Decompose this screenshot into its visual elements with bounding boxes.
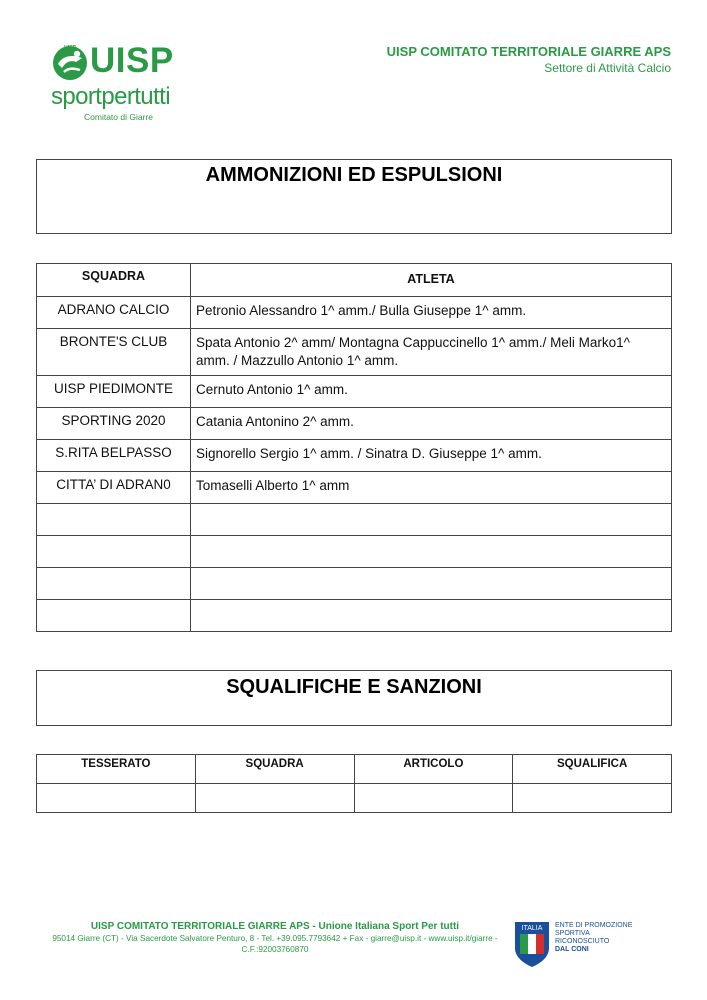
atleta-cell: Spata Antonio 2^ amm/ Montagna Cappuccinello 1^ amm./ Meli Marko1^ amm. / Mazzullo Antonio 1^ amm. <box>191 329 672 376</box>
footer-address-line: 95014 Giarre (CT) - Via Sacerdote Salvatore Penturo, 8 - Tel. +39.095.7793642 + Fax - giarre@uisp.it - www.uisp.it/giarre - <box>52 934 498 943</box>
logo-subtitle: Comitato di Giarre <box>84 112 153 122</box>
page-footer <box>40 920 510 955</box>
squadra-cell: CITTA’ DI ADRAN0 <box>37 472 191 504</box>
squadra-cell: S.RITA BELPASSO <box>37 440 191 472</box>
section-squalifiche-box <box>36 670 672 726</box>
ammonizioni-table <box>36 263 672 632</box>
org-subtitle: Settore di Attività Calcio <box>544 61 671 75</box>
table-header-row <box>37 264 672 297</box>
column-header-atleta: ATLETA <box>191 264 672 297</box>
coni-badge-text <box>555 922 632 954</box>
squadra-cell: ADRANO CALCIO <box>37 297 191 329</box>
squalifiche-cell <box>354 784 513 813</box>
atleta-cell: Tomaselli Alberto 1^ amm <box>191 472 672 504</box>
uisp-logo <box>50 42 200 124</box>
squalifiche-table <box>36 754 672 813</box>
squadra-cell: UISP PIEDIMONTE <box>37 376 191 408</box>
atleta-cell: Catania Antonino 2^ amm. <box>191 408 672 440</box>
atleta-cell <box>191 600 672 632</box>
column-header-squadra: SQUADRA <box>37 264 191 297</box>
coni-line: SPORTIVA <box>555 930 590 937</box>
table-row <box>37 329 672 376</box>
table-row <box>37 472 672 504</box>
table-header-row <box>37 755 672 784</box>
squalifiche-cell <box>37 784 196 813</box>
squadra-cell: SPORTING 2020 <box>37 408 191 440</box>
table-row <box>37 600 672 632</box>
coni-line: DAL CONI <box>555 946 589 953</box>
atleta-cell: Cernuto Antonio 1^ amm. <box>191 376 672 408</box>
coni-badge-top: ITALIA <box>521 925 543 932</box>
coni-badge <box>513 920 653 970</box>
squalifiche-cell <box>513 784 672 813</box>
table-row <box>37 504 672 536</box>
table-row <box>37 297 672 329</box>
section-ammonizioni-title: AMMONIZIONI ED ESPULSIONI <box>205 164 503 186</box>
column-header-squadra: SQUADRA <box>195 755 354 784</box>
squadra-cell <box>37 568 191 600</box>
column-header-squalifica: SQUALIFICA <box>513 755 672 784</box>
squadra-cell <box>37 504 191 536</box>
table-row <box>37 408 672 440</box>
atleta-cell <box>191 568 672 600</box>
section-squalifiche-title: SQUALIFICHE E SANZIONI <box>226 676 482 698</box>
footer-org-line: UISP COMITATO TERRITORIALE GIARRE APS - Unione Italiana Sport Per tutti <box>90 921 460 932</box>
atleta-cell: Signorello Sergio 1^ amm. / Sinatra D. Giuseppe 1^ amm. <box>191 440 672 472</box>
squalifiche-cell <box>195 784 354 813</box>
org-header <box>387 44 671 76</box>
logo-tagline: sportpertutti <box>51 83 170 110</box>
table-row <box>37 536 672 568</box>
table-row <box>37 784 672 813</box>
squadra-cell: BRONTE'S CLUB <box>37 329 191 376</box>
atleta-cell: Petronio Alessandro 1^ amm./ Bulla Giuseppe 1^ amm. <box>191 297 672 329</box>
coni-line: ENTE DI PROMOZIONE <box>555 922 633 929</box>
squadra-cell <box>37 536 191 568</box>
footer-fiscal-code: C.F.:92003760870 <box>241 945 309 954</box>
table-row <box>37 376 672 408</box>
logo-wordmark: UISP <box>90 41 174 80</box>
uisp-runner-logo-icon <box>50 42 90 82</box>
logo-mark-text: UISP <box>64 45 76 51</box>
column-header-tesserato: TESSERATO <box>37 755 196 784</box>
squadra-cell <box>37 600 191 632</box>
table-row <box>37 568 672 600</box>
table-row <box>37 440 672 472</box>
coni-line: RICONOSCIUTO <box>555 938 610 945</box>
atleta-cell <box>191 504 672 536</box>
atleta-cell <box>191 536 672 568</box>
org-title: UISP COMITATO TERRITORIALE GIARRE APS <box>386 44 671 59</box>
column-header-articolo: ARTICOLO <box>354 755 513 784</box>
italia-shield-icon <box>513 920 551 968</box>
section-ammonizioni-box <box>36 159 672 234</box>
